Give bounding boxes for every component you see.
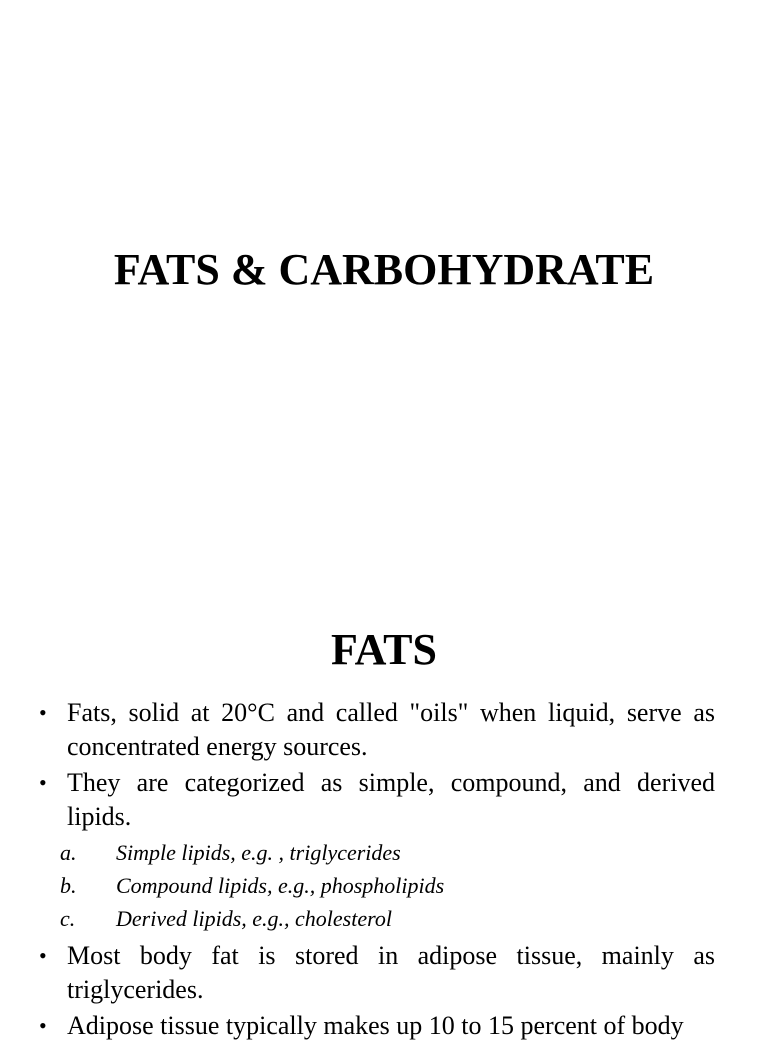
bullet-item <box>37 939 715 1007</box>
sublist-marker: a. <box>60 840 77 865</box>
bullet-icon: • <box>39 700 47 725</box>
bullet-text: Fats, solid at 20°C and called "oils" when liquid, serve as concentrated energy sources. <box>67 698 715 761</box>
sublist-marker: c. <box>60 906 76 931</box>
sublist-text: Compound lipids, e.g., phospholipids <box>116 873 445 898</box>
bullet-text: They are categorized as simple, compound, and derived lipids. <box>67 768 715 831</box>
fats-slide <box>0 576 768 1040</box>
sublist-text: Simple lipids, e.g. , triglycerides <box>116 840 401 865</box>
main-title: FATS & CARBOHYDRATE <box>113 245 655 294</box>
sublist-item <box>37 869 715 902</box>
bullet-list <box>37 939 715 1043</box>
bullet-item <box>37 696 715 764</box>
bullet-item <box>37 766 715 834</box>
bullet-icon: • <box>39 1013 47 1038</box>
sublist-item <box>37 836 715 869</box>
bullet-icon: • <box>39 943 47 968</box>
sublist-marker: b. <box>60 873 77 898</box>
lipid-types-list <box>37 836 715 935</box>
bullet-list <box>37 696 715 834</box>
bullet-item <box>37 1009 715 1043</box>
bullet-text: Adipose tissue typically makes up 10 to 15 percent of body <box>67 1011 684 1040</box>
bullet-icon: • <box>39 770 47 795</box>
sublist-text: Derived lipids, e.g., cholesterol <box>116 906 392 931</box>
sublist-item <box>37 902 715 935</box>
slide-content <box>37 696 715 1045</box>
section-title: FATS <box>331 625 437 674</box>
bullet-text: Most body fat is stored in adipose tissue, mainly as triglycerides. <box>67 941 715 1004</box>
